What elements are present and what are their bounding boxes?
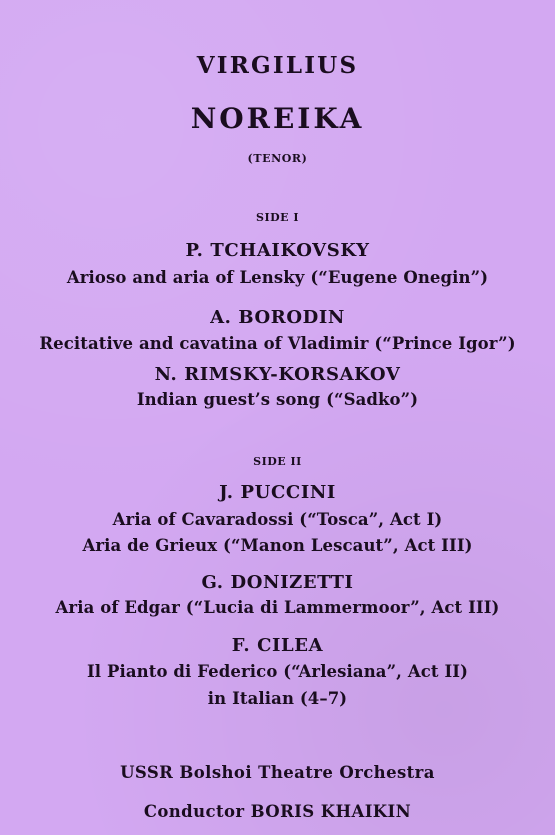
work-cavaradossi: Aria of Cavaradossi (“Tosca”, Act I)	[112, 510, 443, 529]
composer-cilea: F. CILEA	[231, 635, 324, 656]
composer-borodin: A. BORODIN	[210, 307, 345, 328]
composer-tchaikovsky: P. TCHAIKOVSKY	[185, 240, 370, 261]
work-lensky: Arioso and aria of Lensky (“Eugene Onegin”)	[66, 268, 489, 287]
artist-first-name: VIRGILIUS	[196, 52, 359, 79]
voice-type: (TENOR)	[247, 152, 308, 165]
conductor-name: BORIS KHAIKIN	[250, 802, 412, 821]
work-des-grieux: Aria de Grieux (“Manon Lescaut”, Act III)	[82, 536, 473, 555]
work-indian-guest: Indian guest’s song (“Sadko”)	[136, 390, 419, 409]
side-one-label: SIDE I	[256, 211, 299, 224]
conductor-credit	[0, 804, 555, 821]
composer-donizetti: G. DONIZETTI	[201, 572, 354, 593]
work-language-note: in Italian (4–7)	[207, 689, 348, 708]
composer-rimsky-korsakov: N. RIMSKY-KORSAKOV	[154, 364, 401, 385]
conductor-label: Conductor	[143, 802, 245, 821]
work-vladimir: Recitative and cavatina of Vladimir (“Prince Igor”)	[39, 334, 516, 353]
work-edgar: Aria of Edgar (“Lucia di Lammermoor”, Act III)	[55, 598, 500, 617]
artist-last-name: NOREIKA	[190, 102, 365, 135]
composer-puccini: J. PUCCINI	[219, 482, 336, 503]
orchestra-credit: USSR Bolshoi Theatre Orchestra	[120, 763, 435, 782]
side-two-label: SIDE II	[253, 455, 302, 468]
work-federico: Il Pianto di Federico (“Arlesiana”, Act II)	[86, 662, 469, 681]
